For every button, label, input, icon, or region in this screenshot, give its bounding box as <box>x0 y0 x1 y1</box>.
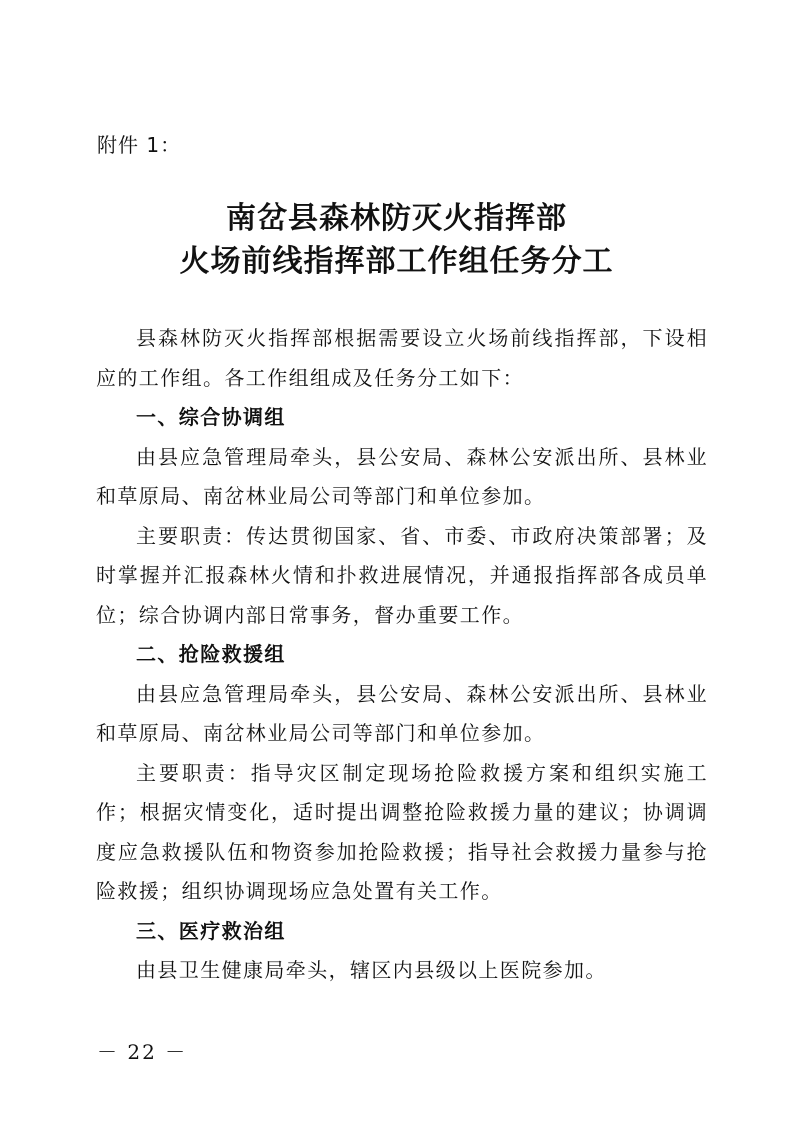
section-duties-paragraph: 主要职责：传达贯彻国家、省、市委、市政府决策部署；及时掌握并汇报森林火情和扑救进展情况，并通报指挥部各成员单位；综合协调内部日常事务，督办重要工作。 <box>96 523 708 627</box>
section-heading-medical: 三、医疗救治组 <box>136 918 286 943</box>
intro-paragraph: 县森林防灭火指挥部根据需要设立火场前线指挥部，下设相应的工作组。各工作组组成及任务分工如下： <box>96 326 708 390</box>
document-title-line-2: 火场前线指挥部工作组任务分工 <box>179 244 614 279</box>
attachment-label: 附件 1： <box>97 133 182 157</box>
section-heading-comprehensive-coordination: 一、综合协调组 <box>136 405 286 429</box>
document-title-line-1: 南岔县森林防灭火指挥部 <box>226 201 567 236</box>
section-heading-rescue: 二、抢险救援组 <box>136 642 286 666</box>
section-duties-paragraph: 主要职责：指导灾区制定现场抢险救援方案和组织实施工作；根据灾情变化，适时提出调整抢险救援力量的建议；协调调度应急救援队伍和物资参加抢险救援；指导社会救援力量参与抢险救援；组织协调现场应急处置有关工作。 <box>96 760 708 903</box>
page-number: － 22 － <box>97 1040 188 1064</box>
section-members-paragraph: 由县应急管理局牵头，县公安局、森林公安派出所、县林业和草原局、南岔林业局公司等部门和单位参加。 <box>96 444 708 508</box>
section-members-paragraph: 由县应急管理局牵头，县公安局、森林公安派出所、县林业和草原局、南岔林业局公司等部门和单位参加。 <box>96 681 708 745</box>
section-members-paragraph: 由县卫生健康局牵头，辖区内县级以上医院参加。 <box>136 958 607 982</box>
document-body <box>96 319 708 991</box>
